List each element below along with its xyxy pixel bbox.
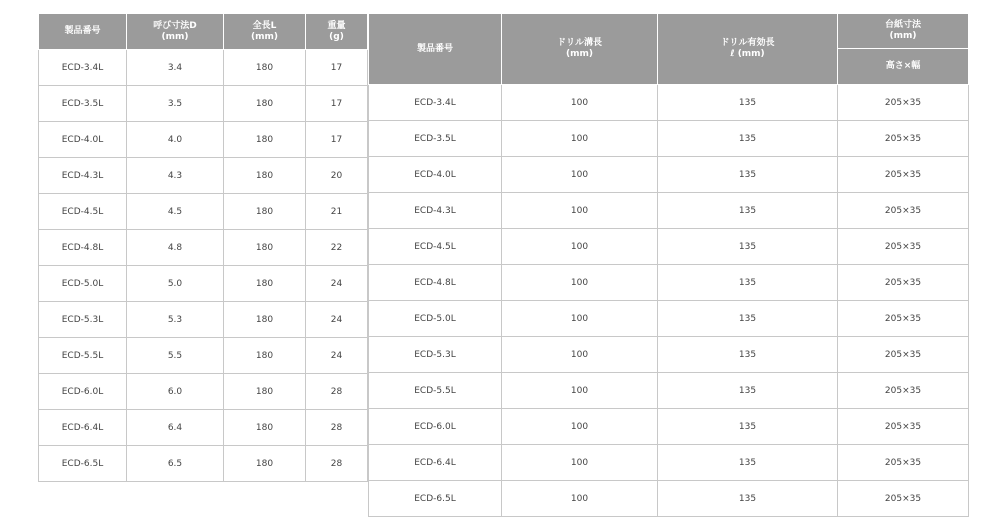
cell-product-number: ECD-6.4L xyxy=(369,445,502,481)
cell-product-number: ECD-3.5L xyxy=(39,86,127,122)
cell-drill-effective-length: 135 xyxy=(658,301,838,337)
cell-nominal-diameter: 5.0 xyxy=(127,266,224,302)
cell-total-length: 180 xyxy=(224,50,306,86)
cell-nominal-diameter: 3.4 xyxy=(127,50,224,86)
cell-drill-groove-length: 100 xyxy=(502,373,658,409)
cell-mount-size: 205×35 xyxy=(838,157,969,193)
cell-drill-groove-length: 100 xyxy=(502,121,658,157)
cell-total-length: 180 xyxy=(224,194,306,230)
table-row xyxy=(369,193,969,229)
cell-product-number: ECD-5.0L xyxy=(369,301,502,337)
cell-product-number: ECD-4.8L xyxy=(39,230,127,266)
cell-total-length: 180 xyxy=(224,410,306,446)
cell-drill-groove-length: 100 xyxy=(502,301,658,337)
table-row xyxy=(369,301,969,337)
cell-nominal-diameter: 6.0 xyxy=(127,374,224,410)
cell-product-number: ECD-6.5L xyxy=(369,481,502,517)
cell-drill-effective-length: 135 xyxy=(658,85,838,121)
header-weight: 重量 (g) xyxy=(306,14,368,50)
cell-weight: 24 xyxy=(306,338,368,374)
right-table-body xyxy=(369,85,969,517)
header-nominal-diameter: 呼び寸法D (mm) xyxy=(127,14,224,50)
cell-product-number: ECD-4.3L xyxy=(369,193,502,229)
table-row xyxy=(369,409,969,445)
cell-product-number: ECD-4.0L xyxy=(39,122,127,158)
cell-weight: 17 xyxy=(306,50,368,86)
cell-total-length: 180 xyxy=(224,374,306,410)
cell-product-number: ECD-4.5L xyxy=(369,229,502,265)
cell-drill-groove-length: 100 xyxy=(502,229,658,265)
left-table-body xyxy=(39,50,368,482)
cell-drill-effective-length: 135 xyxy=(658,193,838,229)
cell-product-number: ECD-3.4L xyxy=(369,85,502,121)
table-row xyxy=(369,265,969,301)
cell-product-number: ECD-3.5L xyxy=(369,121,502,157)
table-row xyxy=(39,302,368,338)
cell-product-number: ECD-5.3L xyxy=(39,302,127,338)
cell-mount-size: 205×35 xyxy=(838,301,969,337)
table-row xyxy=(39,410,368,446)
spec-table-left xyxy=(38,13,368,482)
cell-mount-size: 205×35 xyxy=(838,193,969,229)
cell-product-number: ECD-6.5L xyxy=(39,446,127,482)
cell-drill-effective-length: 135 xyxy=(658,265,838,301)
cell-mount-size: 205×35 xyxy=(838,409,969,445)
header-total-length: 全長L (mm) xyxy=(224,14,306,50)
cell-total-length: 180 xyxy=(224,158,306,194)
cell-weight: 28 xyxy=(306,446,368,482)
cell-nominal-diameter: 4.0 xyxy=(127,122,224,158)
cell-total-length: 180 xyxy=(224,338,306,374)
cell-weight: 24 xyxy=(306,266,368,302)
cell-product-number: ECD-6.0L xyxy=(39,374,127,410)
header-product-number: 製品番号 xyxy=(369,14,502,85)
cell-drill-effective-length: 135 xyxy=(658,121,838,157)
table-row xyxy=(39,86,368,122)
cell-mount-size: 205×35 xyxy=(838,229,969,265)
cell-weight: 28 xyxy=(306,374,368,410)
cell-drill-effective-length: 135 xyxy=(658,337,838,373)
header-drill-effective-length: ドリル有効長 ℓ (mm) xyxy=(658,14,838,85)
cell-product-number: ECD-4.0L xyxy=(369,157,502,193)
cell-total-length: 180 xyxy=(224,266,306,302)
cell-mount-size: 205×35 xyxy=(838,121,969,157)
table-row xyxy=(39,122,368,158)
cell-drill-groove-length: 100 xyxy=(502,85,658,121)
cell-drill-effective-length: 135 xyxy=(658,481,838,517)
cell-nominal-diameter: 4.3 xyxy=(127,158,224,194)
header-product-number: 製品番号 xyxy=(39,14,127,50)
cell-product-number: ECD-5.5L xyxy=(39,338,127,374)
table-row xyxy=(39,158,368,194)
cell-product-number: ECD-4.8L xyxy=(369,265,502,301)
cell-weight: 21 xyxy=(306,194,368,230)
table-row xyxy=(39,446,368,482)
cell-drill-effective-length: 135 xyxy=(658,229,838,265)
cell-product-number: ECD-6.0L xyxy=(369,409,502,445)
cell-total-length: 180 xyxy=(224,122,306,158)
cell-product-number: ECD-5.0L xyxy=(39,266,127,302)
table-row xyxy=(369,337,969,373)
cell-nominal-diameter: 6.5 xyxy=(127,446,224,482)
table-row xyxy=(369,481,969,517)
cell-nominal-diameter: 5.3 xyxy=(127,302,224,338)
spec-table-right xyxy=(368,13,969,517)
header-mount-size: 台紙寸法 (mm) xyxy=(838,14,969,49)
cell-weight: 20 xyxy=(306,158,368,194)
cell-nominal-diameter: 5.5 xyxy=(127,338,224,374)
cell-nominal-diameter: 3.5 xyxy=(127,86,224,122)
table-row xyxy=(369,445,969,481)
table-row xyxy=(369,229,969,265)
table-row xyxy=(39,50,368,86)
cell-mount-size: 205×35 xyxy=(838,445,969,481)
cell-weight: 24 xyxy=(306,302,368,338)
cell-drill-effective-length: 135 xyxy=(658,409,838,445)
table-row xyxy=(39,374,368,410)
header-drill-groove-length: ドリル溝長 (mm) xyxy=(502,14,658,85)
cell-drill-groove-length: 100 xyxy=(502,481,658,517)
cell-drill-groove-length: 100 xyxy=(502,445,658,481)
cell-drill-effective-length: 135 xyxy=(658,373,838,409)
cell-weight: 17 xyxy=(306,122,368,158)
table-row xyxy=(369,121,969,157)
cell-total-length: 180 xyxy=(224,446,306,482)
header-height-width: 高さ×幅 xyxy=(838,49,969,85)
cell-total-length: 180 xyxy=(224,230,306,266)
cell-mount-size: 205×35 xyxy=(838,481,969,517)
cell-mount-size: 205×35 xyxy=(838,373,969,409)
cell-nominal-diameter: 4.5 xyxy=(127,194,224,230)
cell-mount-size: 205×35 xyxy=(838,337,969,373)
cell-product-number: ECD-5.5L xyxy=(369,373,502,409)
table-row xyxy=(369,373,969,409)
cell-total-length: 180 xyxy=(224,86,306,122)
cell-product-number: ECD-4.3L xyxy=(39,158,127,194)
cell-nominal-diameter: 6.4 xyxy=(127,410,224,446)
cell-mount-size: 205×35 xyxy=(838,265,969,301)
table-row xyxy=(39,194,368,230)
cell-product-number: ECD-4.5L xyxy=(39,194,127,230)
table-row xyxy=(39,338,368,374)
cell-product-number: ECD-5.3L xyxy=(369,337,502,373)
cell-mount-size: 205×35 xyxy=(838,85,969,121)
cell-weight: 28 xyxy=(306,410,368,446)
cell-drill-groove-length: 100 xyxy=(502,409,658,445)
header-row xyxy=(369,14,969,49)
cell-drill-groove-length: 100 xyxy=(502,193,658,229)
cell-total-length: 180 xyxy=(224,302,306,338)
cell-weight: 22 xyxy=(306,230,368,266)
cell-drill-groove-length: 100 xyxy=(502,265,658,301)
cell-product-number: ECD-6.4L xyxy=(39,410,127,446)
cell-drill-effective-length: 135 xyxy=(658,157,838,193)
cell-drill-groove-length: 100 xyxy=(502,157,658,193)
cell-weight: 17 xyxy=(306,86,368,122)
cell-nominal-diameter: 4.8 xyxy=(127,230,224,266)
cell-drill-effective-length: 135 xyxy=(658,445,838,481)
table-row xyxy=(369,157,969,193)
table-row xyxy=(39,266,368,302)
header-row xyxy=(39,14,368,50)
table-row xyxy=(39,230,368,266)
cell-product-number: ECD-3.4L xyxy=(39,50,127,86)
cell-drill-groove-length: 100 xyxy=(502,337,658,373)
table-row xyxy=(369,85,969,121)
